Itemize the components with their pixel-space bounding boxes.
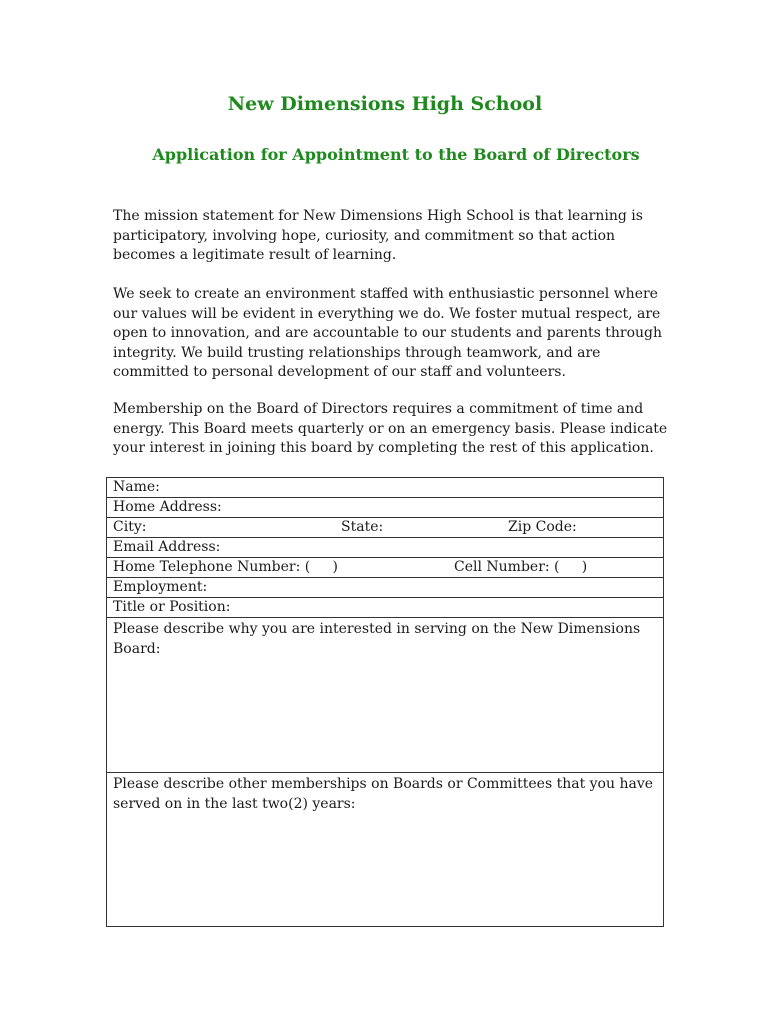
city-state-zip-row xyxy=(107,518,663,538)
home-address-label: Home Address: xyxy=(113,499,222,515)
email-label: Email Address: xyxy=(113,539,221,555)
membership-paragraph: Membership on the Board of Directors requires a commitment of time and energy. This Board meets quarterly or on an emergency basis. Please indicate your interest in joining this board by completing the rest of this application. xyxy=(113,401,668,456)
cell-number-field[interactable]: Cell Number: ( ) xyxy=(454,559,588,575)
employment-field[interactable] xyxy=(107,578,663,598)
school-title: New Dimensions High School xyxy=(227,93,543,115)
interest-description-label: Please describe why you are interested in serving on the New Dimensions Board: xyxy=(113,621,641,657)
application-form xyxy=(106,477,664,927)
name-label: Name: xyxy=(113,479,160,495)
interest-description-field[interactable] xyxy=(107,618,663,773)
form-subtitle: Application for Appointment to the Board of Directors xyxy=(152,145,640,164)
mission-paragraph: The mission statement for New Dimensions High School is that learning is participatory, involving hope, curiosity, and commitment so that action becomes a legitimate result of learning. xyxy=(113,208,643,263)
employment-label: Employment: xyxy=(113,579,208,595)
home-address-field[interactable] xyxy=(107,498,663,518)
state-field[interactable]: State: xyxy=(341,519,384,535)
values-paragraph: We seek to create an environment staffed with enthusiastic personnel where our values will be evident in everything we do. We foster mutual respect, are open to innovation, and are accountable to our students and parents through integrity. We build trusting relationships through teamwork, and are committed to personal development of our staff and volunteers. xyxy=(113,286,663,380)
home-telephone-field[interactable]: Home Telephone Number: ( ) xyxy=(113,559,338,575)
phone-row xyxy=(107,558,663,578)
city-field[interactable]: City: xyxy=(113,519,147,535)
title-position-field[interactable] xyxy=(107,598,663,618)
zip-code-field[interactable]: Zip Code: xyxy=(508,519,577,535)
other-memberships-label: Please describe other memberships on Boards or Committees that you have served on in the last two(2) years: xyxy=(113,776,654,812)
title-position-label: Title or Position: xyxy=(113,599,231,615)
email-field[interactable] xyxy=(107,538,663,558)
other-memberships-field[interactable] xyxy=(107,773,663,927)
name-field[interactable] xyxy=(107,478,663,498)
